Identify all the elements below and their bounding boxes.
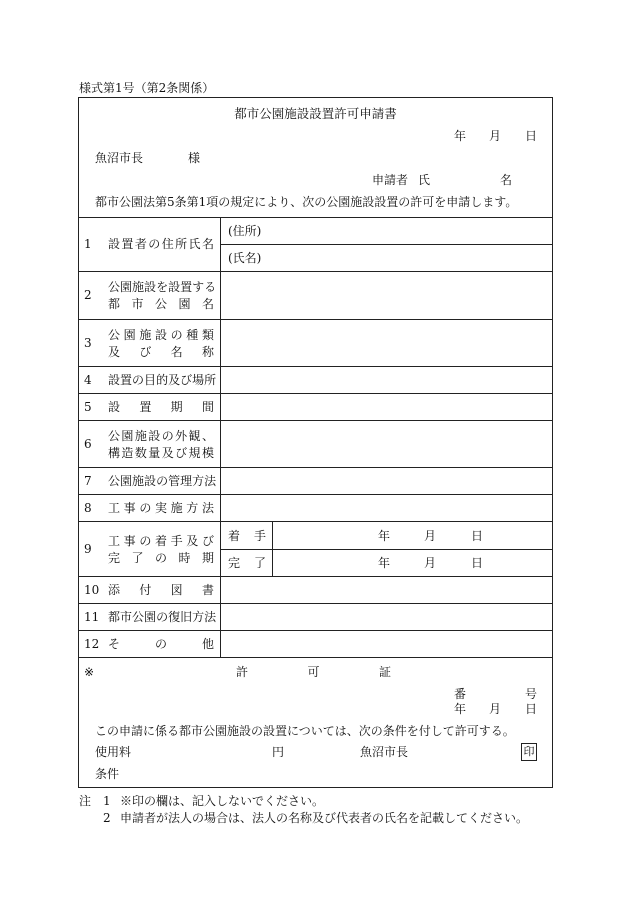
label-char: 称 <box>201 345 214 359</box>
label-char: 都 <box>108 297 121 311</box>
row-9-label-line-2 <box>108 552 214 564</box>
notes-prefix: 注 <box>79 794 92 808</box>
label-char: 名 <box>170 345 183 359</box>
frame-left <box>78 97 79 788</box>
label-char: 実 <box>154 501 167 515</box>
row-11-label <box>108 610 217 624</box>
row-10-label <box>108 584 214 596</box>
permit-number-char-1: 番 <box>454 687 467 701</box>
label-char: 設 <box>168 280 181 294</box>
label-char: を <box>156 280 169 294</box>
label-char: 者 <box>134 237 147 251</box>
label-char: の <box>139 534 152 548</box>
row-10-number: 10 <box>84 583 100 597</box>
row-divider <box>78 630 553 631</box>
row-9-end-label <box>228 557 266 569</box>
row-1-number: 1 <box>84 237 92 251</box>
permit-title <box>236 666 391 678</box>
label-char: 類 <box>201 328 214 342</box>
label-char: 及 <box>168 373 181 387</box>
label-char: 及 <box>186 534 199 548</box>
label-char: 設 <box>108 400 121 414</box>
application-date-year: 年 <box>454 129 467 143</box>
row-6-label-line-2 <box>108 447 214 459</box>
label-char: 了 <box>253 556 266 570</box>
label-char: 図 <box>170 583 183 597</box>
row-2-label-line-2 <box>108 298 214 310</box>
application-date-day: 日 <box>525 129 538 143</box>
label-char: の <box>156 610 169 624</box>
row-9-number: 9 <box>84 542 92 556</box>
label-char: 都 <box>108 610 121 624</box>
row-9-start-month: 月 <box>424 529 437 543</box>
applicant-label: 申請者 <box>372 173 409 187</box>
label-char: 設 <box>108 237 121 251</box>
label-char: 置 <box>180 280 193 294</box>
label-char: 設 <box>144 280 157 294</box>
label-char: の <box>132 373 145 387</box>
row-12-label <box>108 638 214 650</box>
label-char: 設 <box>148 429 161 443</box>
row-9-label-line-1 <box>108 535 214 547</box>
label-char: 置 <box>139 400 152 414</box>
label-char: 造 <box>121 446 134 460</box>
label-char: 名 <box>201 297 214 311</box>
label-char: の <box>170 328 183 342</box>
row-6-label-line-1 <box>108 430 214 442</box>
label-char: 、 <box>201 429 214 443</box>
conditions-label: 条件 <box>95 767 120 781</box>
permit-statement: この申請に係る都市公園施設の設置については、次の条件を付して許可する。 <box>95 724 515 738</box>
label-char: び <box>201 534 214 548</box>
label-char: 種 <box>186 328 199 342</box>
note-1-text: ※印の欄は、記入しないでください。 <box>120 794 325 808</box>
row-9-start-label <box>228 530 266 542</box>
row-divider <box>78 217 553 218</box>
label-char: 証 <box>378 665 391 679</box>
form-title: 都市公園施設設置許可申請書 <box>234 106 397 121</box>
label-char: 設 <box>108 373 121 387</box>
row-divider <box>78 319 553 320</box>
addressee-name: 魚沼市長 <box>95 151 144 165</box>
label-char: 公 <box>108 429 121 443</box>
label-char: 完 <box>228 556 241 570</box>
frame-right <box>552 97 553 788</box>
label-char: 公 <box>108 474 121 488</box>
label-char: 事 <box>123 534 136 548</box>
column-divider <box>272 521 273 577</box>
label-char: 規 <box>188 446 201 460</box>
label-char: 的 <box>156 373 169 387</box>
row-9-start-day: 日 <box>471 529 484 543</box>
row-2-number: 2 <box>84 288 92 302</box>
frame-top <box>78 97 553 98</box>
row-divider <box>78 393 553 394</box>
column-divider <box>220 217 221 658</box>
label-char: 外 <box>175 429 188 443</box>
row-11-number: 11 <box>84 610 100 624</box>
row-divider <box>78 420 553 421</box>
label-char: 公 <box>132 610 145 624</box>
label-char: 所 <box>175 237 188 251</box>
row-5-number: 5 <box>84 400 92 414</box>
label-char: の <box>156 474 169 488</box>
label-char: び <box>175 446 188 460</box>
label-char: 許 <box>236 665 249 679</box>
label-char: 復 <box>168 610 181 624</box>
applicant-name-char-1: 氏 <box>418 173 431 187</box>
label-char: 方 <box>192 474 205 488</box>
row-3-number: 3 <box>84 336 92 350</box>
note-2-text: 申請者が法人の場合は、法人の名称及び代表者の氏名を記載してください。 <box>120 811 529 825</box>
label-char: 法 <box>204 474 217 488</box>
row-9-end-year: 年 <box>378 556 391 570</box>
label-char: 観 <box>188 429 201 443</box>
row-7-number: 7 <box>84 474 92 488</box>
label-char: 施 <box>132 474 145 488</box>
label-char: 着 <box>154 534 167 548</box>
label-char: 手 <box>253 529 266 543</box>
row-divider <box>78 576 553 577</box>
label-char: 及 <box>161 446 174 460</box>
label-char: 完 <box>108 551 121 565</box>
label-char: 置 <box>120 373 133 387</box>
note-1-number: 1 <box>103 794 111 808</box>
label-char: 置 <box>121 237 134 251</box>
row-5-label <box>108 401 214 413</box>
issuer-name: 魚沼市長 <box>360 745 409 759</box>
label-char: 住 <box>161 237 174 251</box>
permit-number-char-2: 号 <box>525 687 538 701</box>
row-7-label <box>108 474 217 488</box>
label-char: 名 <box>201 237 214 251</box>
label-char: 方 <box>186 501 199 515</box>
row-8-label <box>108 502 214 514</box>
row-divider <box>78 657 553 658</box>
row-4-number: 4 <box>84 373 92 387</box>
label-char: の <box>154 637 167 651</box>
permit-date-month: 月 <box>489 702 502 716</box>
label-char: 公 <box>108 280 121 294</box>
label-char: 書 <box>201 583 214 597</box>
row-4-label <box>108 373 217 387</box>
row-8-number: 8 <box>84 501 92 515</box>
row-divider <box>78 521 553 522</box>
label-char: 施 <box>139 328 152 342</box>
label-char: 間 <box>201 400 214 414</box>
label-char: 施 <box>132 280 145 294</box>
fee-unit: 円 <box>272 745 285 759</box>
label-char: 工 <box>108 501 121 515</box>
application-date-month: 月 <box>489 129 502 143</box>
row-3-label-line-1 <box>108 329 214 341</box>
label-char: 時 <box>178 551 191 565</box>
applicant-name-char-2: 名 <box>500 173 513 187</box>
row-1-address-field[interactable]: (住所) <box>228 224 262 238</box>
label-char: 工 <box>108 534 121 548</box>
row-9-end-month: 月 <box>424 556 437 570</box>
row-divider <box>220 244 553 245</box>
label-char: 方 <box>192 610 205 624</box>
row-3-label-line-2 <box>108 346 214 358</box>
label-char: 市 <box>120 610 133 624</box>
label-char: 他 <box>201 637 214 651</box>
label-char: 氏 <box>188 237 201 251</box>
label-char: 期 <box>170 400 183 414</box>
note-2-number: 2 <box>103 811 111 825</box>
label-char: び <box>139 345 152 359</box>
label-char: 設 <box>144 474 157 488</box>
label-char: 数 <box>134 446 147 460</box>
label-char: び <box>180 373 193 387</box>
label-char: そ <box>108 637 121 651</box>
seal-mark: 印 <box>521 743 537 761</box>
label-char: す <box>192 280 205 294</box>
label-char: 了 <box>131 551 144 565</box>
label-char: の <box>154 551 167 565</box>
form-number: 様式第1号（第2条関係） <box>79 81 215 95</box>
label-char: 所 <box>204 373 217 387</box>
row-divider <box>78 494 553 495</box>
label-char: 公 <box>108 328 121 342</box>
permit-date-year: 年 <box>454 702 467 716</box>
row-divider <box>220 549 553 550</box>
row-2-label-line-1 <box>108 280 217 294</box>
label-char: 理 <box>180 474 193 488</box>
label-char: の <box>148 237 161 251</box>
row-divider <box>78 271 553 272</box>
permit-date-day: 日 <box>525 702 538 716</box>
application-statement: 都市公園法第5条第1項の規定により、次の公園施設設置の許可を申請します。 <box>95 195 518 209</box>
addressee-suffix: 様 <box>188 151 201 165</box>
row-9-end-day: 日 <box>471 556 484 570</box>
label-char: 法 <box>204 610 217 624</box>
label-char: 市 <box>131 297 144 311</box>
label-char: 付 <box>139 583 152 597</box>
label-char: 事 <box>123 501 136 515</box>
label-char: 構 <box>108 446 121 460</box>
label-char: 施 <box>170 501 183 515</box>
label-char: 公 <box>154 297 167 311</box>
permit-mark: ※ <box>84 665 95 679</box>
label-char: 園 <box>123 328 136 342</box>
label-char: 法 <box>201 501 214 515</box>
label-char: 施 <box>134 429 147 443</box>
row-1-label <box>108 238 214 250</box>
label-char: 園 <box>178 297 191 311</box>
label-char: 園 <box>120 474 133 488</box>
row-divider <box>78 603 553 604</box>
label-char: 園 <box>120 280 133 294</box>
fee-label: 使用料 <box>95 745 132 759</box>
label-char: 着 <box>228 529 241 543</box>
label-char: 可 <box>307 665 320 679</box>
row-9-start-year: 年 <box>378 529 391 543</box>
label-char: 期 <box>201 551 214 565</box>
row-divider <box>78 467 553 468</box>
label-char: 手 <box>170 534 183 548</box>
label-char: 模 <box>201 446 214 460</box>
label-char: る <box>204 280 217 294</box>
label-char: の <box>139 501 152 515</box>
row-divider <box>78 366 553 367</box>
label-char: 園 <box>144 610 157 624</box>
frame-bottom <box>78 787 553 788</box>
label-char: 添 <box>108 583 121 597</box>
label-char: 旧 <box>180 610 193 624</box>
label-char: 量 <box>148 446 161 460</box>
label-char: 設 <box>154 328 167 342</box>
label-char: 園 <box>121 429 134 443</box>
label-char: 管 <box>168 474 181 488</box>
label-char: 目 <box>144 373 157 387</box>
label-char: の <box>161 429 174 443</box>
row-6-number: 6 <box>84 437 92 451</box>
label-char: 及 <box>108 345 121 359</box>
label-char: 場 <box>192 373 205 387</box>
row-1-name-field[interactable]: (氏名) <box>228 251 262 265</box>
row-12-number: 12 <box>84 637 100 651</box>
